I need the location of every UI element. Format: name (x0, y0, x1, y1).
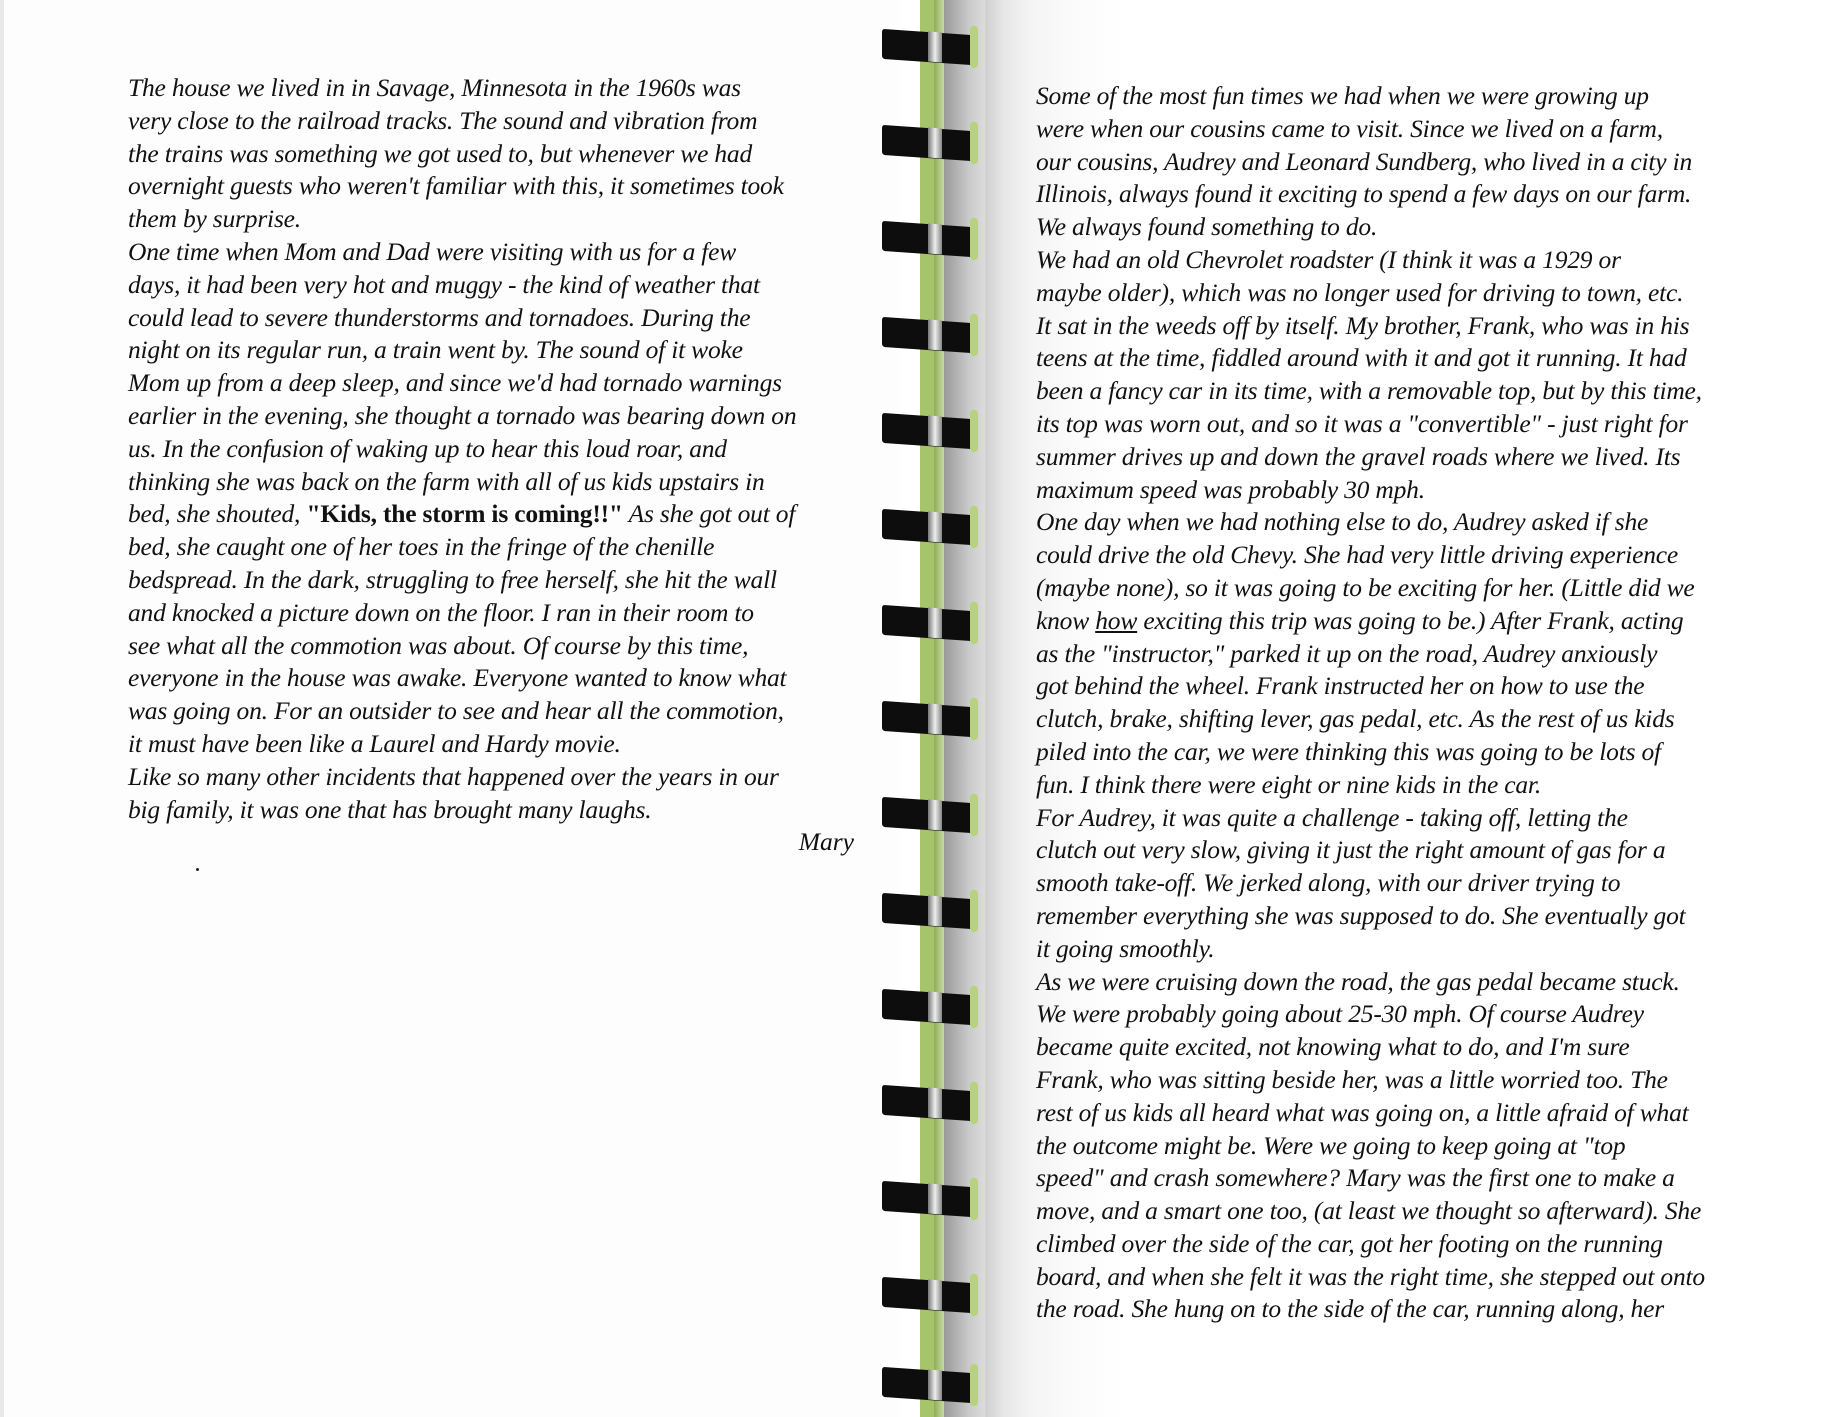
underlined-word: how (1095, 605, 1138, 635)
underline-suffix: exciting this trip was going to be.) After Frank, acting (1143, 605, 1684, 635)
text-line: teens at the time, fiddled around with it and got it running. It had (1036, 343, 1687, 373)
spiral-coil (882, 24, 982, 70)
right-paragraph-1 (1008, 80, 1808, 244)
spiral-coil (882, 504, 982, 550)
underlined-line (1008, 605, 1808, 638)
spiral-coil (882, 1272, 982, 1318)
text-line: One time when Mom and Dad were visiting with us for a few (128, 236, 737, 266)
text-line: very close to the railroad tracks. The sound and vibration from (128, 105, 758, 135)
right-paragraph-4 (1008, 802, 1808, 966)
shout-suffix: As she got out of (622, 499, 796, 529)
text-line: them by surprise. (128, 204, 301, 234)
text-line: fun. I think there were eight or nine kids in the car. (1036, 769, 1542, 799)
text-line: remember everything she was supposed to do. She eventually got (1036, 900, 1686, 930)
left-page-text (100, 72, 860, 826)
spiral-coil (882, 792, 982, 838)
text-line: were when our cousins came to visit. Since we lived on a farm, (1036, 113, 1663, 143)
text-line: bedspread. In the dark, struggling to free herself, she hit the wall (128, 564, 777, 594)
text-line: earlier in the evening, she thought a tornado was bearing down on (128, 400, 797, 430)
text-line: move, and a smart one too, (at least we thought so afterward). She (1036, 1196, 1702, 1226)
text-line: The house we lived in in Savage, Minnesota in the 1960s was (128, 73, 741, 102)
text-line: it must have been like a Laurel and Hardy movie. (128, 728, 621, 758)
text-line: smooth take-off. We jerked along, with our driver trying to (1036, 868, 1621, 898)
text-line: bed, she caught one of her toes in the fringe of the chenille (128, 532, 715, 562)
text-line: It sat in the weeds off by itself. My brother, Frank, who was in his (1036, 310, 1690, 340)
text-line: clutch out very slow, giving it just the right amount of gas for a (1036, 835, 1666, 865)
text-line: days, it had been very hot and muggy - the kind of weather that (128, 269, 760, 299)
shout-line (100, 498, 860, 531)
text-line: been a fancy car in its time, with a removable top, but by this time, (1036, 376, 1702, 406)
text-line: One day when we had nothing else to do, Audrey asked if she (1036, 507, 1649, 537)
shout-prefix: bed, she shouted, (128, 499, 301, 529)
text-line: For Audrey, it was quite a challenge - taking off, letting the (1036, 802, 1628, 832)
text-line: got behind the wheel. Frank instructed her on how to use the (1036, 671, 1645, 701)
left-paragraph-3 (100, 761, 860, 827)
text-line: could drive the old Chevy. She had very little driving experience (1036, 540, 1678, 570)
text-line: We always found something to do. (1036, 212, 1378, 242)
text-line: clutch, brake, shifting lever, gas pedal, etc. As the rest of us kids (1036, 704, 1675, 734)
spiral-coil (882, 120, 982, 166)
text-line: Illinois, always found it exciting to spend a few days on our farm. (1036, 179, 1692, 209)
text-line: Mom up from a deep sleep, and since we'd had tornado warnings (128, 368, 782, 398)
spiral-coil (882, 216, 982, 262)
text-line: We were probably going about 25-30 mph. Of course Audrey (1036, 999, 1644, 1029)
text-line: We had an old Chevrolet roadster (I think it was a 1929 or (1036, 244, 1621, 274)
text-line: everyone in the house was awake. Everyone wanted to know what (128, 663, 787, 693)
spiral-coil (882, 984, 982, 1030)
author-signature: Mary (798, 827, 854, 856)
text-line: (maybe none), so it was going to be exciting for her. (Little did we (1036, 572, 1695, 602)
right-paragraph-2 (1008, 244, 1808, 506)
left-page (0, 0, 900, 1417)
text-line: Some of the most fun times we had when we were growing up (1036, 81, 1649, 110)
text-line: board, and when she felt it was the right time, she stepped out onto (1036, 1261, 1705, 1291)
text-line: night on its regular run, a train went by. The sound of it woke (128, 335, 743, 365)
left-paragraph-1 (100, 72, 860, 236)
text-line: was going on. For an outsider to see and hear all the commotion, (128, 696, 784, 726)
text-line: Frank, who was sitting beside her, was a little worried too. The (1036, 1064, 1668, 1094)
text-line: speed" and crash somewhere? Mary was the first one to make a (1036, 1163, 1675, 1193)
text-line: Like so many other incidents that happened over the years in our (128, 761, 779, 791)
spiral-coil (882, 600, 982, 646)
shout-quote: "Kids, the storm is coming!!" (306, 499, 623, 529)
text-line: us. In the confusion of waking up to hear this loud roar, and (128, 433, 727, 463)
text-line: could lead to severe thunderstorms and tornadoes. During the (128, 302, 751, 332)
text-line: rest of us kids all heard what was going on, a little afraid of what (1036, 1097, 1689, 1127)
text-line: overnight guests who weren't familiar with this, it sometimes took (128, 171, 784, 201)
spiral-coil (882, 1176, 982, 1222)
text-line: it going smoothly. (1036, 933, 1215, 963)
text-line: thinking she was back on the farm with all of us kids upstairs in (128, 466, 765, 496)
speck-mark (196, 868, 199, 871)
underline-prefix: know (1036, 605, 1090, 635)
text-line: and knocked a picture down on the floor. I ran in their room to (128, 597, 754, 627)
text-line: big family, it was one that has brought many laughs. (128, 794, 652, 824)
spiral-coil (882, 408, 982, 454)
text-line: the trains was something we got used to, but whenever we had (128, 138, 753, 168)
right-page-text (1008, 80, 1808, 1326)
text-line: maybe older), which was no longer used for driving to town, etc. (1036, 277, 1684, 307)
text-line: as the "instructor," parked it up on the road, Audrey anxiously (1036, 638, 1658, 668)
text-line: the outcome might be. Were we going to keep going at "top (1036, 1130, 1626, 1160)
spiral-coil (882, 888, 982, 934)
text-line: As we were cruising down the road, the gas pedal became stuck. (1036, 966, 1680, 996)
text-line: its top was worn out, and so it was a "convertible" - just right for (1036, 408, 1688, 438)
left-paragraph-2 (100, 236, 860, 761)
text-line: maximum speed was probably 30 mph. (1036, 474, 1425, 504)
text-line: piled into the car, we were thinking this was going to be lots of (1036, 736, 1661, 766)
spiral-coil (882, 696, 982, 742)
right-paragraph-3 (1008, 506, 1808, 801)
text-line: became quite excited, not knowing what to do, and I'm sure (1036, 1032, 1630, 1062)
text-line: our cousins, Audrey and Leonard Sundberg, who lived in a city in (1036, 146, 1693, 176)
right-paragraph-5 (1008, 966, 1808, 1327)
spiral-coil (882, 312, 982, 358)
text-line: climbed over the side of the car, got her footing on the running (1036, 1228, 1663, 1258)
spiral-coil (882, 1080, 982, 1126)
spiral-coil (882, 1362, 982, 1408)
text-line: the road. She hung on to the side of the car, running along, her (1036, 1294, 1664, 1324)
text-line: see what all the commotion was about. Of course by this time, (128, 630, 749, 660)
text-line: summer drives up and down the gravel roads where we lived. Its (1036, 441, 1681, 471)
